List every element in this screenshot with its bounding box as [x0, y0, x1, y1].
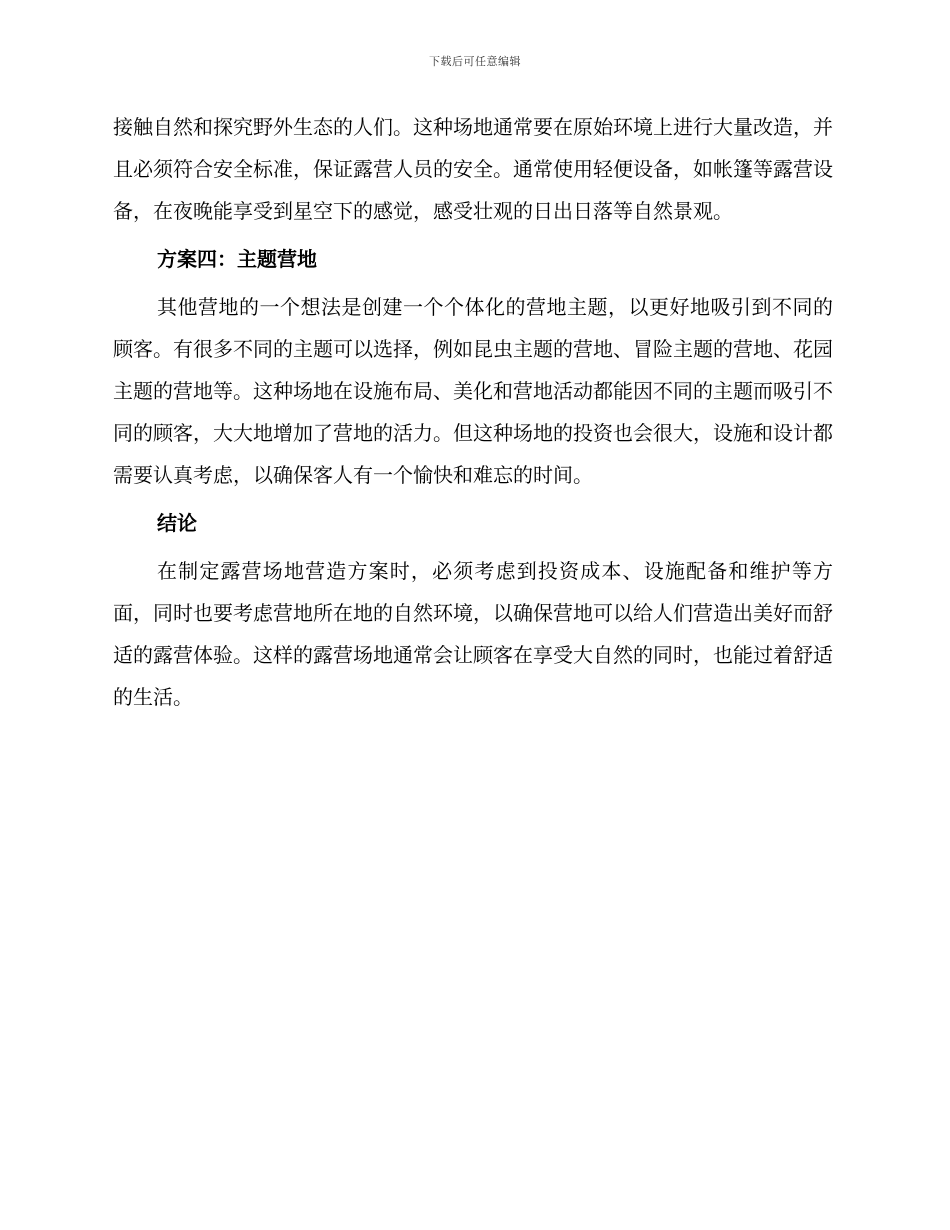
paragraph-plan-four: 其他营地的一个想法是创建一个个体化的营地主题，以更好地吸引到不同的顾客。有很多不同的主题可以选择，例如昆虫主题的营地、冒险主题的营地、花园主题的营地等。这种场地在设施布局、美化和营地活动都能因不同的主题而吸引不同的顾客，大大地增加了营地的活力。但这种场地的投资也会很大，设施和设计都需要认真考虑，以确保客人有一个愉快和难忘的时间。	[113, 295, 833, 487]
paragraph-conclusion: 在制定露营场地营造方案时，必须考虑到投资成本、设施配备和维护等方面，同时也要考虑营地所在地的自然环境，以确保营地可以给人们营造出美好而舒适的露营体验。这样的露营场地通常会让顾客在享受大自然的同时，也能过着舒适的生活。	[113, 559, 833, 709]
section-heading-conclusion: 结论	[157, 511, 197, 535]
running-header: 下载后可任意编辑	[429, 55, 521, 68]
section-heading-plan-four: 方案四：主题营地	[157, 247, 317, 271]
paragraph-intro-continuation: 接触自然和探究野外生态的人们。这种场地通常要在原始环境上进行大量改造，并且必须符合安全标准，保证露营人员的安全。通常使用轻便设备，如帐篷等露营设备，在夜晚能享受到星空下的感觉，感受壮观的日出日落等自然景观。	[113, 115, 833, 223]
document-body	[113, 106, 833, 718]
